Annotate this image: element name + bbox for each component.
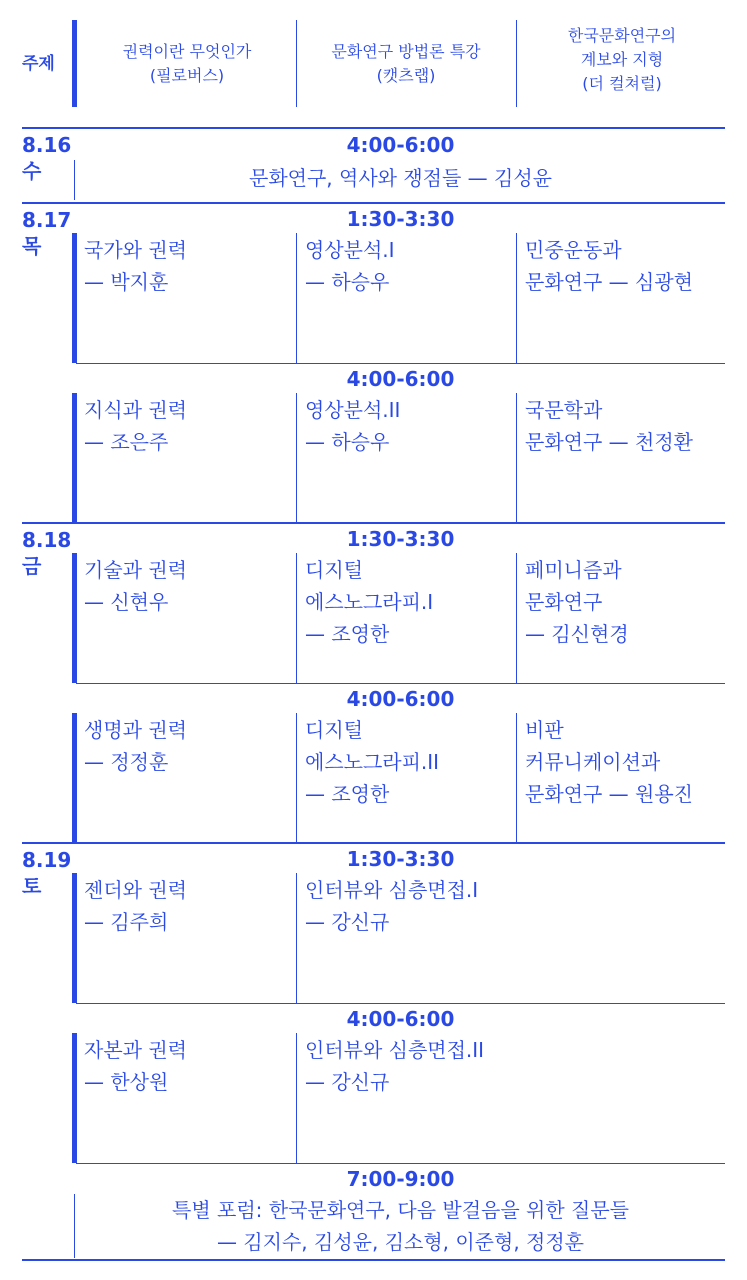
session-cell: 문화연구, 역사와 쟁점들 — 김성윤 bbox=[249, 166, 552, 190]
column-divider bbox=[296, 233, 297, 363]
header-col2-title bbox=[298, 40, 514, 88]
time-slot: 4:00-6:00 bbox=[346, 1007, 455, 1031]
header-col3-line2: 계보와 지형 bbox=[580, 50, 664, 69]
day-weekday: 수 bbox=[22, 159, 42, 183]
day-date: 8.19 bbox=[22, 848, 72, 872]
session-cell: 지식과 권력 — 조은주 bbox=[84, 398, 187, 454]
day-label bbox=[22, 847, 71, 899]
day-divider bbox=[22, 202, 725, 204]
header-col3-line1: 한국문화연구의 bbox=[567, 26, 677, 45]
day-divider bbox=[22, 522, 725, 524]
day-label bbox=[22, 207, 71, 259]
session-cell: 자본과 권력 — 한상원 bbox=[84, 1038, 187, 1094]
day-date: 8.17 bbox=[22, 208, 72, 232]
time-slot: 1:30-3:30 bbox=[346, 207, 455, 231]
session-cell: 국문학과 문화연구 — 천정환 bbox=[525, 398, 693, 454]
column-divider bbox=[296, 393, 297, 523]
bottom-divider bbox=[22, 1259, 725, 1261]
day-label bbox=[22, 527, 71, 579]
session-bar bbox=[74, 160, 75, 200]
session-cell: 인터뷰와 심층면접.II — 강신규 bbox=[305, 1038, 485, 1094]
header-col1-line1: 권력이란 무엇인가 bbox=[122, 42, 252, 61]
time-slot: 4:00-6:00 bbox=[346, 367, 455, 391]
session-bar bbox=[72, 233, 77, 363]
session-bar bbox=[72, 873, 77, 1003]
column-divider bbox=[516, 233, 517, 363]
column-divider bbox=[296, 1033, 297, 1163]
day-date: 8.18 bbox=[22, 528, 72, 552]
time-slot: 4:00-6:00 bbox=[346, 133, 455, 157]
column-divider bbox=[516, 553, 517, 683]
header-col2-line1: 문화연구 방법론 특강 bbox=[331, 42, 481, 61]
session-cell: 영상분석.II — 하승우 bbox=[305, 398, 401, 454]
day-date: 8.16 bbox=[22, 133, 72, 157]
time-slot: 1:30-3:30 bbox=[346, 527, 455, 551]
column-divider bbox=[516, 393, 517, 523]
header-col3-line3: (더 컬쳐럴) bbox=[582, 74, 662, 93]
session-bar bbox=[72, 393, 77, 523]
session-bar bbox=[72, 1033, 77, 1163]
header-col1-line2: (필로버스) bbox=[149, 66, 225, 85]
session-cell: 페미니즘과 문화연구 — 김신현경 bbox=[525, 558, 629, 646]
header-divider-1 bbox=[296, 20, 297, 107]
header-divider-thick bbox=[72, 20, 77, 107]
slot-divider bbox=[76, 683, 725, 684]
header-col3-title bbox=[518, 24, 726, 96]
time-slot: 4:00-6:00 bbox=[346, 687, 455, 711]
forum-cell bbox=[76, 1194, 725, 1258]
session-cell: 민중운동과 문화연구 — 심광현 bbox=[525, 238, 693, 294]
slot-divider bbox=[76, 1163, 725, 1164]
session-cell: 기술과 권력 — 신현우 bbox=[84, 558, 187, 614]
session-bar bbox=[72, 553, 77, 683]
column-divider bbox=[296, 713, 297, 843]
header-col2-line2: (캣츠랩) bbox=[376, 66, 436, 85]
day-divider bbox=[22, 127, 725, 129]
session-bar bbox=[74, 1194, 75, 1258]
session-cell: 생명과 권력 — 정정훈 bbox=[84, 718, 187, 774]
forum-title: 특별 포럼: 한국문화연구, 다음 발걸음을 위한 질문들 bbox=[172, 1198, 629, 1222]
session-cell: 디지털 에스노그라피.I — 조영한 bbox=[305, 558, 434, 646]
header-divider-2 bbox=[516, 20, 517, 107]
forum-speakers: — 김지수, 김성윤, 김소형, 이준형, 정정훈 bbox=[216, 1230, 585, 1254]
session-cell: 디지털 에스노그라피.II — 조영한 bbox=[305, 718, 440, 806]
column-divider bbox=[296, 553, 297, 683]
day-label bbox=[22, 132, 71, 184]
header-topic-label: 주제 bbox=[22, 54, 55, 74]
time-slot: 1:30-3:30 bbox=[346, 847, 455, 871]
slot-divider bbox=[76, 363, 725, 364]
header-col1-title bbox=[80, 40, 294, 88]
session-cell: 젠더와 권력 — 김주희 bbox=[84, 878, 187, 934]
session-cell: 인터뷰와 심층면접.I — 강신규 bbox=[305, 878, 479, 934]
day-weekday: 목 bbox=[22, 234, 42, 258]
session-bar bbox=[72, 713, 77, 843]
column-divider bbox=[516, 713, 517, 843]
day-divider bbox=[22, 842, 725, 844]
time-slot: 7:00-9:00 bbox=[346, 1167, 455, 1191]
column-divider bbox=[296, 873, 297, 1003]
session-cell: 비판 커뮤니케이션과 문화연구 — 원용진 bbox=[525, 718, 693, 806]
session-cell: 국가와 권력 — 박지훈 bbox=[84, 238, 187, 294]
slot-divider bbox=[76, 1003, 725, 1004]
session-cell: 영상분석.I — 하승우 bbox=[305, 238, 395, 294]
day-weekday: 금 bbox=[22, 554, 42, 578]
day-weekday: 토 bbox=[22, 874, 42, 898]
